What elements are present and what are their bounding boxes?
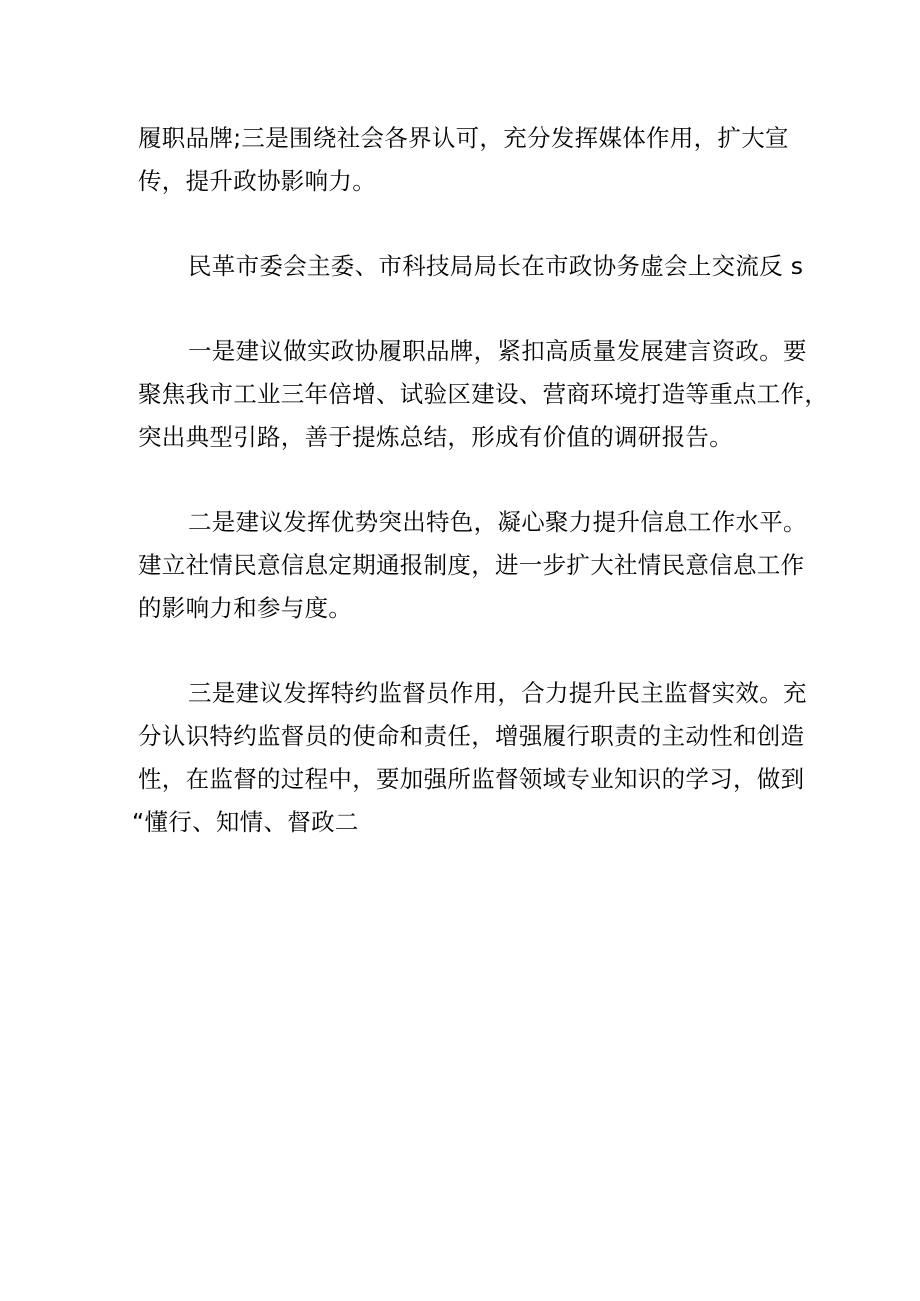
- paragraph-line: 建立社情民意信息定期通报制度，进一步扩大社情民意信息工作: [138, 551, 805, 579]
- paragraph-line: 二是建议发挥优势突出特色，凝心聚力提升信息工作水平。: [188, 508, 807, 536]
- paragraph-line: 分认识特约监督员的使命和责任，增强履行职责的主动性和创造: [138, 722, 805, 750]
- paragraph-line: 履职品牌;三是围绕社会各界认可，充分发挥媒体作用，扩大宣: [138, 124, 789, 152]
- paragraph-line: 性，在监督的过程中，要加强所监督领域专业知识的学习，做到: [138, 765, 805, 793]
- paragraph-line: 聚焦我市工业三年倍增、试验区建设、营商环境打造等重点工作，: [138, 380, 829, 408]
- paragraph-line: “懂行、知情、督政二: [132, 808, 359, 836]
- paragraph-line: 一是建议做实政协履职品牌，紧扣高质量发展建言资政。要: [188, 337, 807, 365]
- paragraph-line: 的影响力和参与度。: [138, 594, 353, 622]
- paragraph-line: 突出典型引路，善于提炼总结，形成有价值的调研报告。: [138, 423, 733, 451]
- paragraph-line: 传，提升政协影响力。: [138, 167, 376, 195]
- paragraph-line: 民革市委会主委、市科技局局长在市政协务虚会上交流反 s: [188, 252, 804, 280]
- paragraph-line: 三是建议发挥特约监督员作用，合力提升民主监督实效。充: [188, 679, 807, 707]
